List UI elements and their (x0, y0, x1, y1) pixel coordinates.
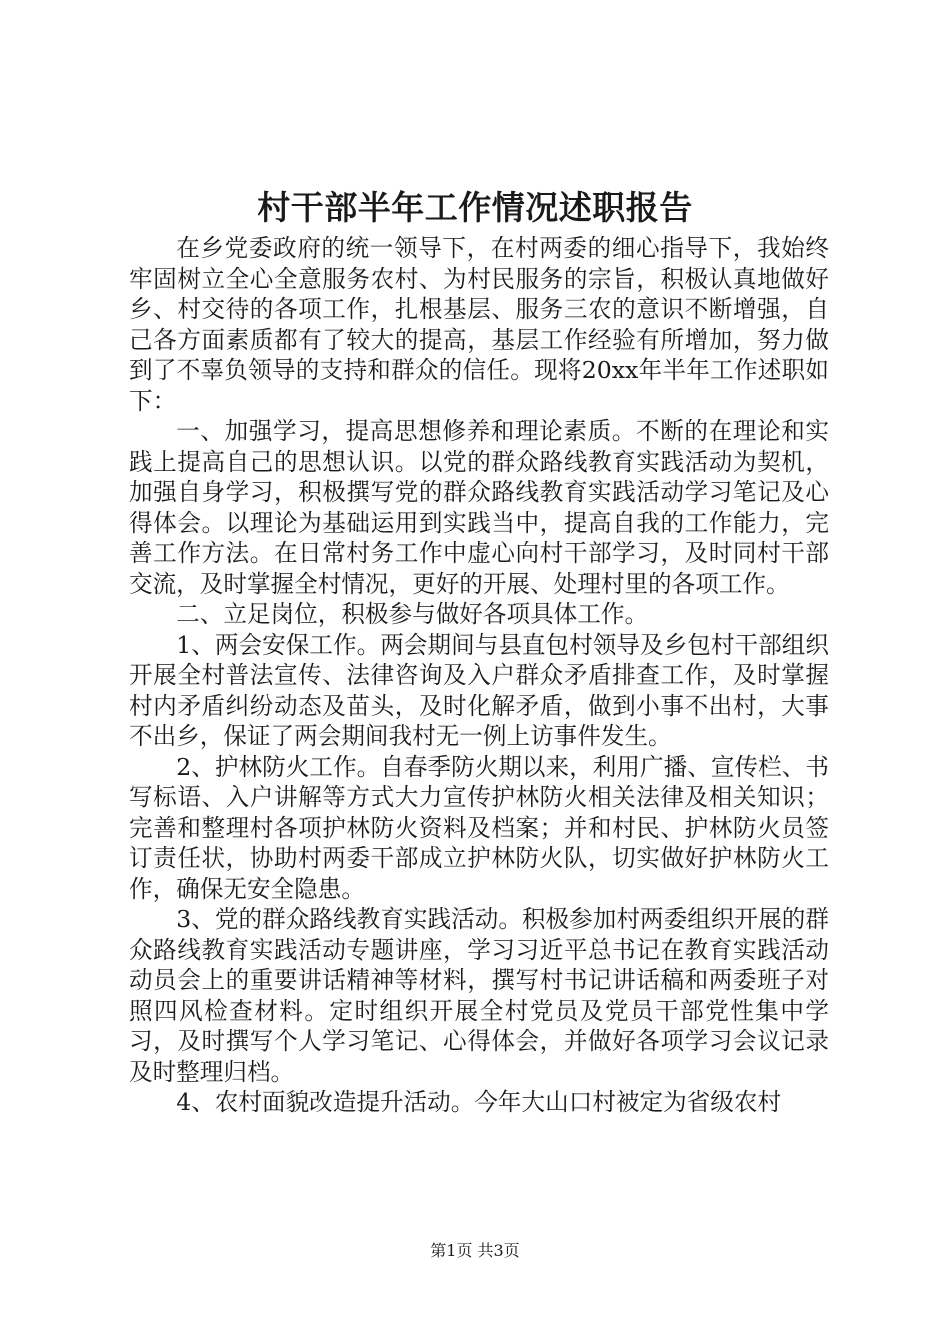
document-title: 村干部半年工作情况述职报告 (257, 188, 693, 227)
paragraph-item-4: 4、农村面貌改造提升活动。今年大山口村被定为省级农村 (176, 1088, 782, 1116)
document-body (129, 233, 829, 1118)
paragraph-item-3: 3、党的群众路线教育实践活动。积极参加村两委组织开展的群众路线教育实践活动专题讲座，学习习近平总书记在教育实践活动动员会上的重要讲话精神等材料，撰写村书记讲话稿和两委班子对照四风检查材料。定时组织开展全村党员及党员干部党性集中学习，及时撰写个人学习笔记、心得体会，并做好各项学习会议记录及时整理归档。 (129, 905, 829, 1086)
paragraph-intro: 在乡党委政府的统一领导下，在村两委的细心指导下，我始终牢固树立全心全意服务农村、为村民服务的宗旨，积极认真地做好乡、村交待的各项工作，扎根基层、服务三农的意识不断增强，自己各方面素质都有了较大的提高，基层工作经验有所增加，努力做到了不辜负领导的支持和群众的信任。现将20xx年半年工作述职如下： (129, 234, 829, 415)
paragraph-section-1: 一、加强学习，提高思想修养和理论素质。不断的在理论和实践上提高自己的思想认识。以党的群众路线教育实践活动为契机，加强自身学习，积极撰写党的群众路线教育实践活动学习笔记及心得体会。以理论为基础运用到实践当中，提高自我的工作能力，完善工作方法。在日常村务工作中虚心向村干部学习，及时同村干部交流，及时掌握全村情况，更好的开展、处理村里的各项工作。 (129, 417, 829, 598)
paragraph-item-2: 2、护林防火工作。自春季防火期以来，利用广播、宣传栏、书写标语、入户讲解等方式大力宣传护林防火相关法律及相关知识；完善和整理村各项护林防火资料及档案；并和村民、护林防火员签订责任状，协助村两委干部成立护林防火队，切实做好护林防火工作，确保无安全隐患。 (129, 752, 829, 903)
paragraph-item-1: 1、两会安保工作。两会期间与县直包村领导及乡包村干部组织开展全村普法宣传、法律咨询及入户群众矛盾排查工作，及时掌握村内矛盾纠纷动态及苗头，及时化解矛盾，做到小事不出村，大事不出乡，保证了两会期间我村无一例上访事件发生。 (129, 630, 829, 750)
page-footer: 第1页 共3页 (430, 1241, 520, 1260)
paragraph-section-2: 二、立足岗位，积极参与做好各项具体工作。 (176, 600, 649, 628)
